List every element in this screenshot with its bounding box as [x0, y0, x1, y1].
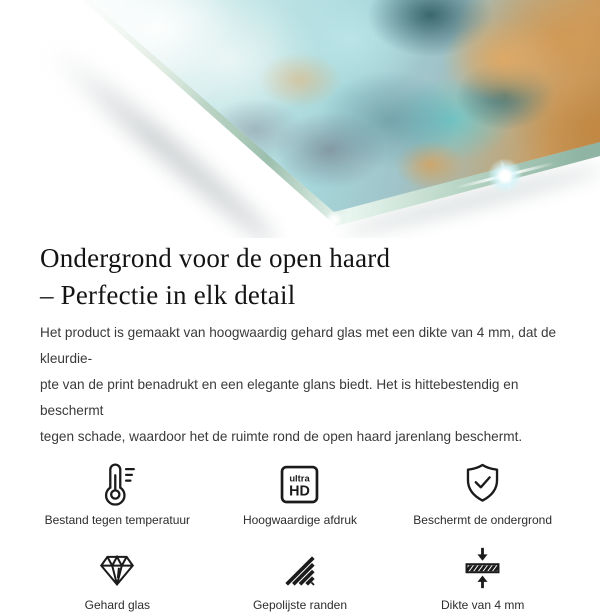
- glass-panel-artwork: [0, 0, 600, 238]
- feature-label: Hoogwaardige afdruk: [242, 513, 358, 527]
- ultra-hd-badge-top: ultra: [289, 472, 311, 484]
- description-line: Het product is gemaakt van hoogwaardig gehard glas met een dikte van 4 mm, dat de kleurdie-: [40, 325, 557, 366]
- feature-tempered-glass: [26, 545, 209, 612]
- feature-label: Gepolijste randen: [252, 598, 348, 612]
- page-title-line1: Ondergrond voor de open haard: [40, 243, 391, 273]
- diamond-icon: [26, 545, 209, 591]
- page-title: [40, 240, 560, 314]
- feature-polished-edges: [209, 545, 392, 612]
- polished-edges-icon: [209, 545, 392, 591]
- feature-print-quality: [209, 460, 392, 527]
- feature-label: Beschermt de ondergrond: [413, 513, 553, 527]
- feature-label: Bestand tegen temperatuur: [44, 513, 191, 527]
- product-description: [40, 320, 560, 450]
- description-line: pte van de print benadrukt en een elegante glans biedt. Het is hittebestendig en beschermt: [40, 377, 519, 418]
- feature-thickness: [391, 545, 574, 612]
- feature-grid: [26, 460, 574, 612]
- shield-check-icon: [391, 460, 574, 506]
- ultra-hd-badge-bottom: HD: [289, 483, 311, 500]
- thermometer-icon: [26, 460, 209, 506]
- ultra-hd-icon: [209, 460, 392, 506]
- feature-temperature: [26, 460, 209, 527]
- description-line: tegen schade, waardoor het de ruimte rond de open haard jarenlang beschermt.: [40, 429, 523, 444]
- feature-label: Gehard glas: [84, 598, 151, 612]
- page-title-line2: – Perfectie in elk detail: [40, 280, 296, 310]
- feature-protection: [391, 460, 574, 527]
- feature-label: Dikte van 4 mm: [440, 598, 525, 612]
- product-photo: [0, 0, 600, 238]
- product-description-section: [0, 240, 600, 612]
- thickness-icon: [391, 545, 574, 591]
